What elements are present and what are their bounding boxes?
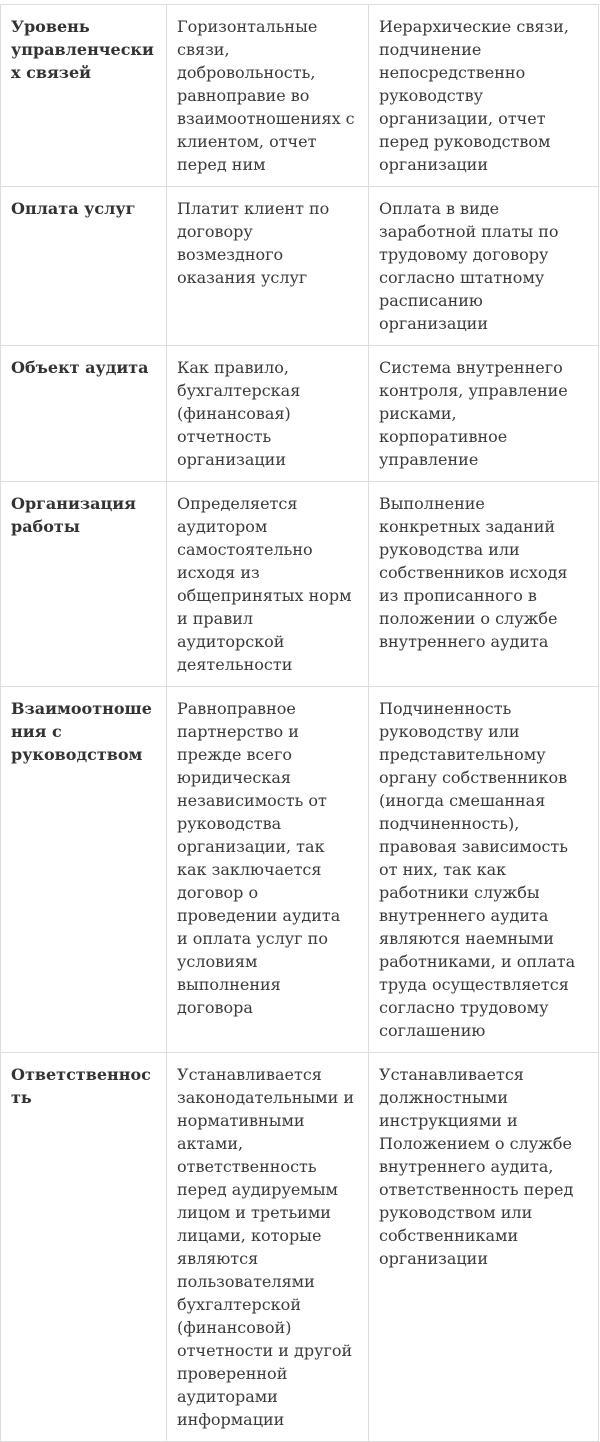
- internal-audit-cell: Устанавливается должностными инструкциями и Положением о службе внутреннего аудита, ответственность перед руководством или собственниками организации: [369, 1053, 599, 1442]
- row-header-cell: Оплата услуг: [1, 187, 167, 346]
- row-header-cell: Уровень управленческих связей: [1, 5, 167, 187]
- row-header-cell: Организация работы: [1, 482, 167, 687]
- row-header-cell: Объект аудита: [1, 346, 167, 482]
- external-audit-cell: Горизонтальные связи, добровольность, равноправие во взаимоотношениях с клиентом, отчет перед ним: [167, 5, 369, 187]
- table-row: [1, 5, 599, 187]
- external-audit-cell: Определяется аудитором самостоятельно исходя из общепринятых норм и правил аудиторской деятельности: [167, 482, 369, 687]
- external-audit-cell: Устанавливается законодательными и нормативными актами, ответственность перед аудируемым лицом и третьими лицами, которые являются пользователями бухгалтерской (финансовой) отчетности и другой проверенной аудиторами информации: [167, 1053, 369, 1442]
- table-row: [1, 687, 599, 1053]
- internal-audit-cell: Подчиненность руководству или представительному органу собственников (иногда смешанная подчиненность), правовая зависимость от них, так как работники службы внутреннего аудита являются наемными работниками, и оплата труда осуществляется согласно трудовому соглашению: [369, 687, 599, 1053]
- table-row: [1, 346, 599, 482]
- table-row: [1, 1053, 599, 1442]
- internal-audit-cell: Выполнение конкретных заданий руководства или собственников исходя из прописанного в положении о службе внутреннего аудита: [369, 482, 599, 687]
- table-row: [1, 187, 599, 346]
- audit-comparison-table: [0, 4, 599, 1442]
- table-row: [1, 482, 599, 687]
- row-header-cell: Взаимоотношения с руководством: [1, 687, 167, 1053]
- row-header-cell: Ответственность: [1, 1053, 167, 1442]
- internal-audit-cell: Оплата в виде заработной платы по трудовому договору согласно штатному расписанию организации: [369, 187, 599, 346]
- external-audit-cell: Как правило, бухгалтерская (финансовая) отчетность организации: [167, 346, 369, 482]
- internal-audit-cell: Система внутреннего контроля, управление рисками, корпоративное управление: [369, 346, 599, 482]
- external-audit-cell: Равноправное партнерство и прежде всего юридическая независимость от руководства организации, так как заключается договор о проведении аудита и оплата услуг по условиям выполнения договора: [167, 687, 369, 1053]
- external-audit-cell: Платит клиент по договору возмездного оказания услуг: [167, 187, 369, 346]
- internal-audit-cell: Иерархические связи, подчинение непосредственно руководству организации, отчет перед руководством организации: [369, 5, 599, 187]
